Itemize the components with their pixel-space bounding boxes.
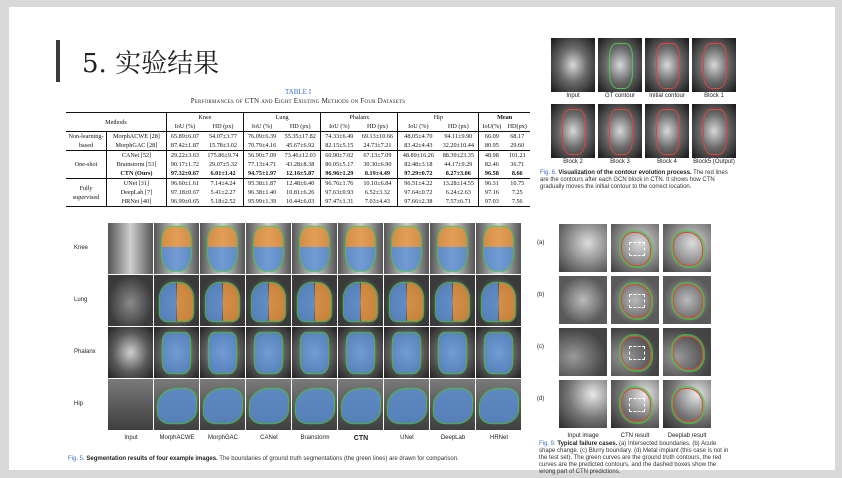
table-group-label: One-shot <box>74 161 98 168</box>
table-method-cell: HRNet [40] <box>107 197 167 207</box>
fig6-image-label: Initial contour <box>649 93 685 99</box>
segmentation-mask <box>434 389 472 423</box>
table-row <box>66 132 530 142</box>
table-value-cell: 83.42±4.43 <box>398 141 438 151</box>
table-value-cell: 97.03 <box>479 197 505 207</box>
table-method-cell: CANet [52] <box>107 151 167 161</box>
table-value-cell: 97.29±0.72 <box>398 169 438 179</box>
table-value-cell: 48.89±16.26 <box>398 151 438 161</box>
fig9-image-cell <box>611 380 659 428</box>
fig6-image-label: Input <box>566 93 580 99</box>
segmentation-mask <box>485 333 512 373</box>
segmentation-mask <box>162 227 191 271</box>
header-metric-iou: IoU (%) <box>398 122 438 132</box>
header-metric-iou: IoU (%) <box>244 122 281 132</box>
fig5-image-cell <box>338 327 383 378</box>
header-dataset-lung: Lung <box>244 113 321 123</box>
table-value-cell: 82.46 <box>479 160 505 169</box>
fig9-row-label: (c) <box>537 344 544 350</box>
table-value-cell: 7.14±4.24 <box>210 180 236 187</box>
table-caption-number: TABLE I <box>284 88 312 96</box>
table-value-cell: 87.42±1.87 <box>166 141 203 151</box>
segmentation-mask <box>484 227 513 271</box>
fig6-image-cell <box>551 104 595 158</box>
table-value-cell: 8.66 <box>511 170 523 177</box>
fig5-image-cell <box>154 275 199 326</box>
fig5-grid <box>66 223 530 443</box>
fig5-image-cell <box>154 223 199 274</box>
fig9-image-cell <box>611 328 659 376</box>
fig5-row-label: Phalanx <box>74 349 96 355</box>
table-value-cell: 45.67±6.92 <box>286 142 315 149</box>
segmentation-mask <box>209 333 236 373</box>
fig6-caption-rest: The red lines are the contours after each GCN block in CTN. It shows how CTN gradually moves the initial contour to the correct location. <box>540 170 728 190</box>
table-value-cell: 6.52±3.32 <box>364 189 390 196</box>
fig6-image-label: Block 1 <box>704 93 724 99</box>
segmentation-mask <box>482 283 515 321</box>
fig5-image-cell <box>338 223 383 274</box>
fig9-row-label: (d) <box>537 396 545 402</box>
table-value-cell: 96.58 <box>479 169 505 179</box>
header-metric-hd: HD (px) <box>289 123 311 130</box>
contour-overlay <box>673 336 703 370</box>
fig9-caption-number: Fig. 9. <box>539 441 556 447</box>
fig9-image-cell <box>611 276 659 324</box>
fig5-image-cell <box>292 275 337 326</box>
table-value-cell: 44.17±9.29 <box>444 161 473 168</box>
segmentation-mask <box>206 283 239 321</box>
fig5-image-cell <box>476 223 521 274</box>
table-value-cell: 76.09±6.39 <box>244 132 281 142</box>
segmentation-mask <box>252 283 285 321</box>
table-value-cell: 80.05±5.17 <box>321 160 358 169</box>
fig6-image-cell <box>598 104 642 158</box>
fig5-column-label: UNet <box>400 435 414 441</box>
segmentation-mask <box>160 283 193 321</box>
contour-overlay <box>673 232 703 266</box>
fig6-image-cell <box>598 38 642 92</box>
table-row <box>66 188 530 197</box>
header-metric-iou: IoU (%) <box>321 122 358 132</box>
fig5-image-cell <box>246 379 291 430</box>
fig5-image-cell <box>108 223 153 274</box>
table-row <box>66 160 530 169</box>
table-value-cell: 36.71 <box>510 161 525 168</box>
table-value-cell: 15.78±3.02 <box>208 142 238 149</box>
header-metric-hd-mean: HD(px) <box>507 123 527 130</box>
fig5-image-cell <box>430 379 475 430</box>
fig6-image-cell <box>692 104 736 158</box>
fig5-image-cell <box>476 379 521 430</box>
segmentation-mask <box>347 333 374 373</box>
table-value-cell: 12.16±5.87 <box>286 170 315 177</box>
table-caption-text: Performances of CTN and Eight Existing Methods on Four Datasets <box>190 97 406 105</box>
table-value-cell: 32.20±10.44 <box>442 142 474 149</box>
table-value-cell: 54.07±3.77 <box>208 133 238 140</box>
fig5-image-cell <box>292 379 337 430</box>
fig9-column-label: Deeplab result <box>667 433 707 439</box>
table-value-cell: 90.17±1.72 <box>166 160 203 169</box>
fig5-image-cell <box>246 275 291 326</box>
fig6-image-label: Block 3 <box>610 159 630 165</box>
fig5-image-cell <box>200 223 245 274</box>
fig5-image-cell <box>476 275 521 326</box>
fig9-caption <box>539 441 733 476</box>
table-value-cell: 96.31 <box>479 179 505 189</box>
fig5-row-label: Hip <box>74 401 84 407</box>
segmentation-mask <box>255 333 282 373</box>
fig6-image-label: Block5 (Output) <box>693 159 735 165</box>
contour-overlay <box>562 109 586 155</box>
table-value-cell: 97.16 <box>479 188 505 197</box>
table-value-cell: 94.11±9.90 <box>444 133 473 140</box>
table-value-cell: 96.76±1.76 <box>321 179 358 189</box>
table-value-cell: 60.90±7.02 <box>321 151 358 161</box>
table-value-cell: 74.33±6.49 <box>321 132 358 142</box>
table-value-cell: 97.66±2.38 <box>398 197 438 207</box>
fig6-image-cell <box>692 38 736 92</box>
table-method-cell: UNet [31] <box>107 179 167 189</box>
contour-overlay <box>673 388 703 422</box>
fig5-image-cell <box>154 327 199 378</box>
table-value-cell: 175.86±9.74 <box>207 152 239 159</box>
table-value-cell: 8.27±3.06 <box>445 170 471 177</box>
header-metric-hd: HD (px) <box>212 123 234 130</box>
table-value-cell: 7.25 <box>511 189 523 196</box>
fig5-image-cell <box>338 379 383 430</box>
segmentation-mask <box>254 227 283 271</box>
fig9-image-cell <box>559 328 607 376</box>
fig5-image-cell <box>430 223 475 274</box>
fig5-column-label: MorphGAC <box>207 435 238 441</box>
table-value-cell: 97.18±0.67 <box>166 188 203 197</box>
fig5-image-cell <box>384 275 429 326</box>
fig5-image-cell <box>246 223 291 274</box>
segmentation-mask <box>480 389 518 423</box>
segmentation-mask <box>344 283 377 321</box>
table-method-cell: MorphGAC [28] <box>107 141 167 151</box>
fig9-image-cell <box>663 224 711 272</box>
table-value-cell: 68.17 <box>510 133 525 140</box>
segmentation-mask <box>439 333 466 373</box>
results-table <box>66 112 530 207</box>
fig5-caption-bold: Segmentation results of four example images. <box>86 456 218 462</box>
fig9-column-label: Input image <box>567 433 599 439</box>
fig5-column-label: DeepLab <box>440 435 466 441</box>
segmentation-mask <box>390 283 423 321</box>
contour-overlay <box>656 109 680 155</box>
fig5-image-cell <box>430 275 475 326</box>
fig5-column-label: Brainstorm <box>300 435 330 441</box>
fig5-image-cell <box>384 223 429 274</box>
fig6-panel <box>539 35 735 200</box>
fig9-column-label: CTN result <box>620 433 650 439</box>
table-value-cell: 29.22±3.63 <box>166 151 203 161</box>
fig9-caption-rest: (a) Intersected boundaries. (b) Acute shape change. (c) Blurry boundary. (d) Metal implant (this case is not in the test set). The green curves are the ground truth contours, the red curves are the predicted contours, and the dashed boxes show the wrong part of CTN predictions. <box>539 441 729 475</box>
fig6-image-cell <box>645 38 689 92</box>
table-value-cell: 48.98 <box>479 151 505 161</box>
fig6-image-cell <box>645 104 689 158</box>
table-value-cell: 88.39±23.35 <box>442 152 474 159</box>
table-value-cell: 56.90±7.09 <box>244 151 281 161</box>
contour-overlay <box>673 284 703 318</box>
fig5-image-cell <box>292 327 337 378</box>
table-row <box>66 169 530 179</box>
table-value-cell: 10.81±6.26 <box>286 189 315 196</box>
header-dataset-phalanx: Phalanx <box>321 113 398 123</box>
fig5-image-cell <box>476 327 521 378</box>
header-dataset-mean: Mean <box>479 113 530 123</box>
table-value-cell: 65.89±6.07 <box>166 132 203 142</box>
segmentation-mask <box>298 283 331 321</box>
fig5-image-cell <box>384 379 429 430</box>
fig5-column-label: CTN <box>353 435 369 442</box>
table-value-cell: 10.75 <box>510 180 525 187</box>
fig5-image-cell <box>154 379 199 430</box>
fig6-caption-number: Fig. 6. <box>540 170 557 176</box>
contour-overlay <box>609 109 633 155</box>
fig5-column-label: CANet <box>260 435 278 441</box>
fig5-image-cell <box>246 327 291 378</box>
table-value-cell: 101.21 <box>508 152 526 159</box>
table-row <box>66 141 530 151</box>
header-metric-iou: IoU (%) <box>166 122 203 132</box>
contour-overlay <box>703 43 727 89</box>
header-metric-hd: HD (px) <box>367 123 388 130</box>
fig9-row-label: (a) <box>537 240 545 246</box>
fig5-column-label: HRNet <box>489 435 508 441</box>
table-value-cell: 82.15±5.15 <box>321 141 358 151</box>
fig9-row-label: (b) <box>537 292 545 298</box>
fig5-caption-rest: The boundaries of ground truth segmentations (the green lines) are drawn for comparison. <box>219 456 459 462</box>
table-value-cell: 80.95 <box>479 141 505 151</box>
table-row <box>66 197 530 207</box>
segmentation-mask <box>436 283 469 321</box>
table-value-cell: 5.18±2.52 <box>210 198 236 205</box>
title-accent-bar <box>56 40 60 82</box>
fig5-image-cell <box>108 379 153 430</box>
table-row <box>66 179 530 189</box>
table-value-cell: 55.35±17.82 <box>284 133 316 140</box>
fig5-panel <box>66 223 530 469</box>
header-metric-iou-mean: IoU(%) <box>479 122 505 132</box>
failure-dashed-box <box>629 242 645 256</box>
fig5-image-cell <box>430 327 475 378</box>
failure-dashed-box <box>629 398 645 412</box>
fig5-column-label: Input <box>124 435 138 441</box>
table-value-cell: 30.30±6.90 <box>363 161 392 168</box>
segmentation-mask <box>342 389 380 423</box>
table-value-cell: 7.57±6.71 <box>445 198 471 205</box>
fig9-grid <box>535 218 735 439</box>
fig5-image-cell <box>108 275 153 326</box>
failure-dashed-box <box>629 346 645 360</box>
fig6-caption <box>540 170 730 191</box>
failure-dashed-box <box>629 294 645 308</box>
table-value-cell: 10.44±6.03 <box>286 198 315 205</box>
slide-title: 5. 实验结果 <box>82 49 220 79</box>
table-value-cell: 66.09 <box>479 132 505 142</box>
table-value-cell: 97.32±0.67 <box>166 169 203 179</box>
segmentation-mask <box>392 227 421 271</box>
fig9-image-cell <box>559 380 607 428</box>
table-value-cell: 96.60±1.61 <box>166 179 203 189</box>
segmentation-mask <box>301 333 328 373</box>
header-dataset-hip: Hip <box>398 113 479 123</box>
header-metric-hd: HD (px) <box>447 123 469 130</box>
segmentation-mask <box>208 227 237 271</box>
fig5-image-cell <box>292 223 337 274</box>
segmentation-mask <box>346 227 375 271</box>
fig9-caption-bold: Typical failure cases. <box>557 441 618 447</box>
fig6-image-label: Block 4 <box>657 159 677 165</box>
table-group-label: Non-learning-based <box>68 133 104 149</box>
table-value-cell: 96.99±0.65 <box>166 197 203 207</box>
fig5-row-label: Lung <box>74 297 88 303</box>
results-table-block <box>66 88 530 219</box>
contour-overlay <box>703 109 727 155</box>
table-method-cell: CTN (Ours) <box>107 169 167 179</box>
table-value-cell: 8.19±4.49 <box>364 170 390 177</box>
fig5-image-cell <box>384 327 429 378</box>
fig5-image-cell <box>200 379 245 430</box>
segmentation-mask <box>163 333 190 373</box>
table-value-cell: 12.48±6.40 <box>286 180 315 187</box>
segmentation-mask <box>438 227 467 271</box>
fig5-image-cell <box>200 275 245 326</box>
fig6-image-label: GT contour <box>605 93 635 99</box>
table-row <box>66 151 530 161</box>
fig5-caption-number: Fig. 5. <box>68 456 85 462</box>
contour-overlay <box>656 43 680 89</box>
table-value-cell: 97.47±1.31 <box>321 197 358 207</box>
fig9-image-cell <box>663 276 711 324</box>
fig9-panel <box>535 218 735 475</box>
table-value-cell: 48.05±4.70 <box>398 132 438 142</box>
header-dataset-knee: Knee <box>166 113 243 123</box>
table-value-cell: 29.07±5.32 <box>208 161 238 168</box>
fig6-grid <box>539 35 735 167</box>
segmentation-mask <box>204 389 242 423</box>
segmentation-mask <box>393 333 420 373</box>
table-value-cell: 94.75±1.97 <box>244 169 281 179</box>
table-value-cell: 70.79±4.16 <box>244 141 281 151</box>
table-group-label: Fully supervised <box>72 184 100 201</box>
table-value-cell: 97.63±0.93 <box>321 188 358 197</box>
fig9-image-cell <box>611 224 659 272</box>
segmentation-mask <box>250 389 288 423</box>
table-method-cell: Brainstorm [53] <box>107 160 167 169</box>
table-value-cell: 10.10±6.84 <box>363 180 392 187</box>
fig5-image-cell <box>338 275 383 326</box>
fig5-image-cell <box>200 327 245 378</box>
table-value-cell: 69.13±10.66 <box>361 133 394 140</box>
table-value-cell: 73.46±12.03 <box>284 152 316 159</box>
fig5-column-label: MorphACWE <box>159 435 195 441</box>
table-value-cell: 82.48±3.18 <box>398 160 438 169</box>
contour-overlay <box>609 43 633 89</box>
table-value-cell: 96.96±1.29 <box>321 169 358 179</box>
table-value-cell: 67.13±7.09 <box>363 152 392 159</box>
table-method-cell: DeepLab [7] <box>107 188 167 197</box>
segmentation-mask <box>158 389 196 423</box>
fig9-image-cell <box>663 328 711 376</box>
fig9-image-cell <box>663 380 711 428</box>
table-value-cell: 96.38±1.40 <box>244 188 281 197</box>
table-value-cell: 6.24±2.63 <box>445 189 471 196</box>
segmentation-mask <box>296 389 334 423</box>
fig6-image-cell <box>551 38 595 92</box>
fig5-caption <box>68 456 530 463</box>
segmentation-mask <box>388 389 426 423</box>
table-value-cell: 29.60 <box>510 142 525 149</box>
fig6-image-label: Block 2 <box>563 159 583 165</box>
table-value-cell: 5.41±2.27 <box>210 189 236 196</box>
contour-overlay <box>562 43 586 89</box>
segmentation-mask <box>300 227 329 271</box>
table-value-cell: 95.99±1.39 <box>244 197 281 207</box>
table-value-cell: 97.64±0.72 <box>398 188 438 197</box>
table-method-cell: MorphACWE [28] <box>107 132 167 142</box>
table-value-cell: 77.13±4.71 <box>244 160 281 169</box>
table-value-cell: 7.56 <box>511 198 523 205</box>
fig5-image-cell <box>108 327 153 378</box>
table-value-cell: 43.28±8.38 <box>286 161 315 168</box>
slide <box>9 7 835 475</box>
table-value-cell: 6.01±1.42 <box>210 170 236 177</box>
header-methods: Methods <box>66 113 166 132</box>
table-value-cell: 13.28±14.55 <box>442 180 474 187</box>
fig9-image-cell <box>559 276 607 324</box>
table-value-cell: 24.73±7.21 <box>363 142 392 149</box>
fig5-row-label: Knee <box>74 245 89 251</box>
fig6-caption-bold: Visualization of the contour evolution process. <box>558 170 692 176</box>
table-value-cell: 95.38±1.87 <box>244 179 281 189</box>
table-value-cell: 96.51±4.22 <box>398 179 438 189</box>
table-value-cell: 7.03±4.43 <box>364 198 390 205</box>
fig9-image-cell <box>559 224 607 272</box>
